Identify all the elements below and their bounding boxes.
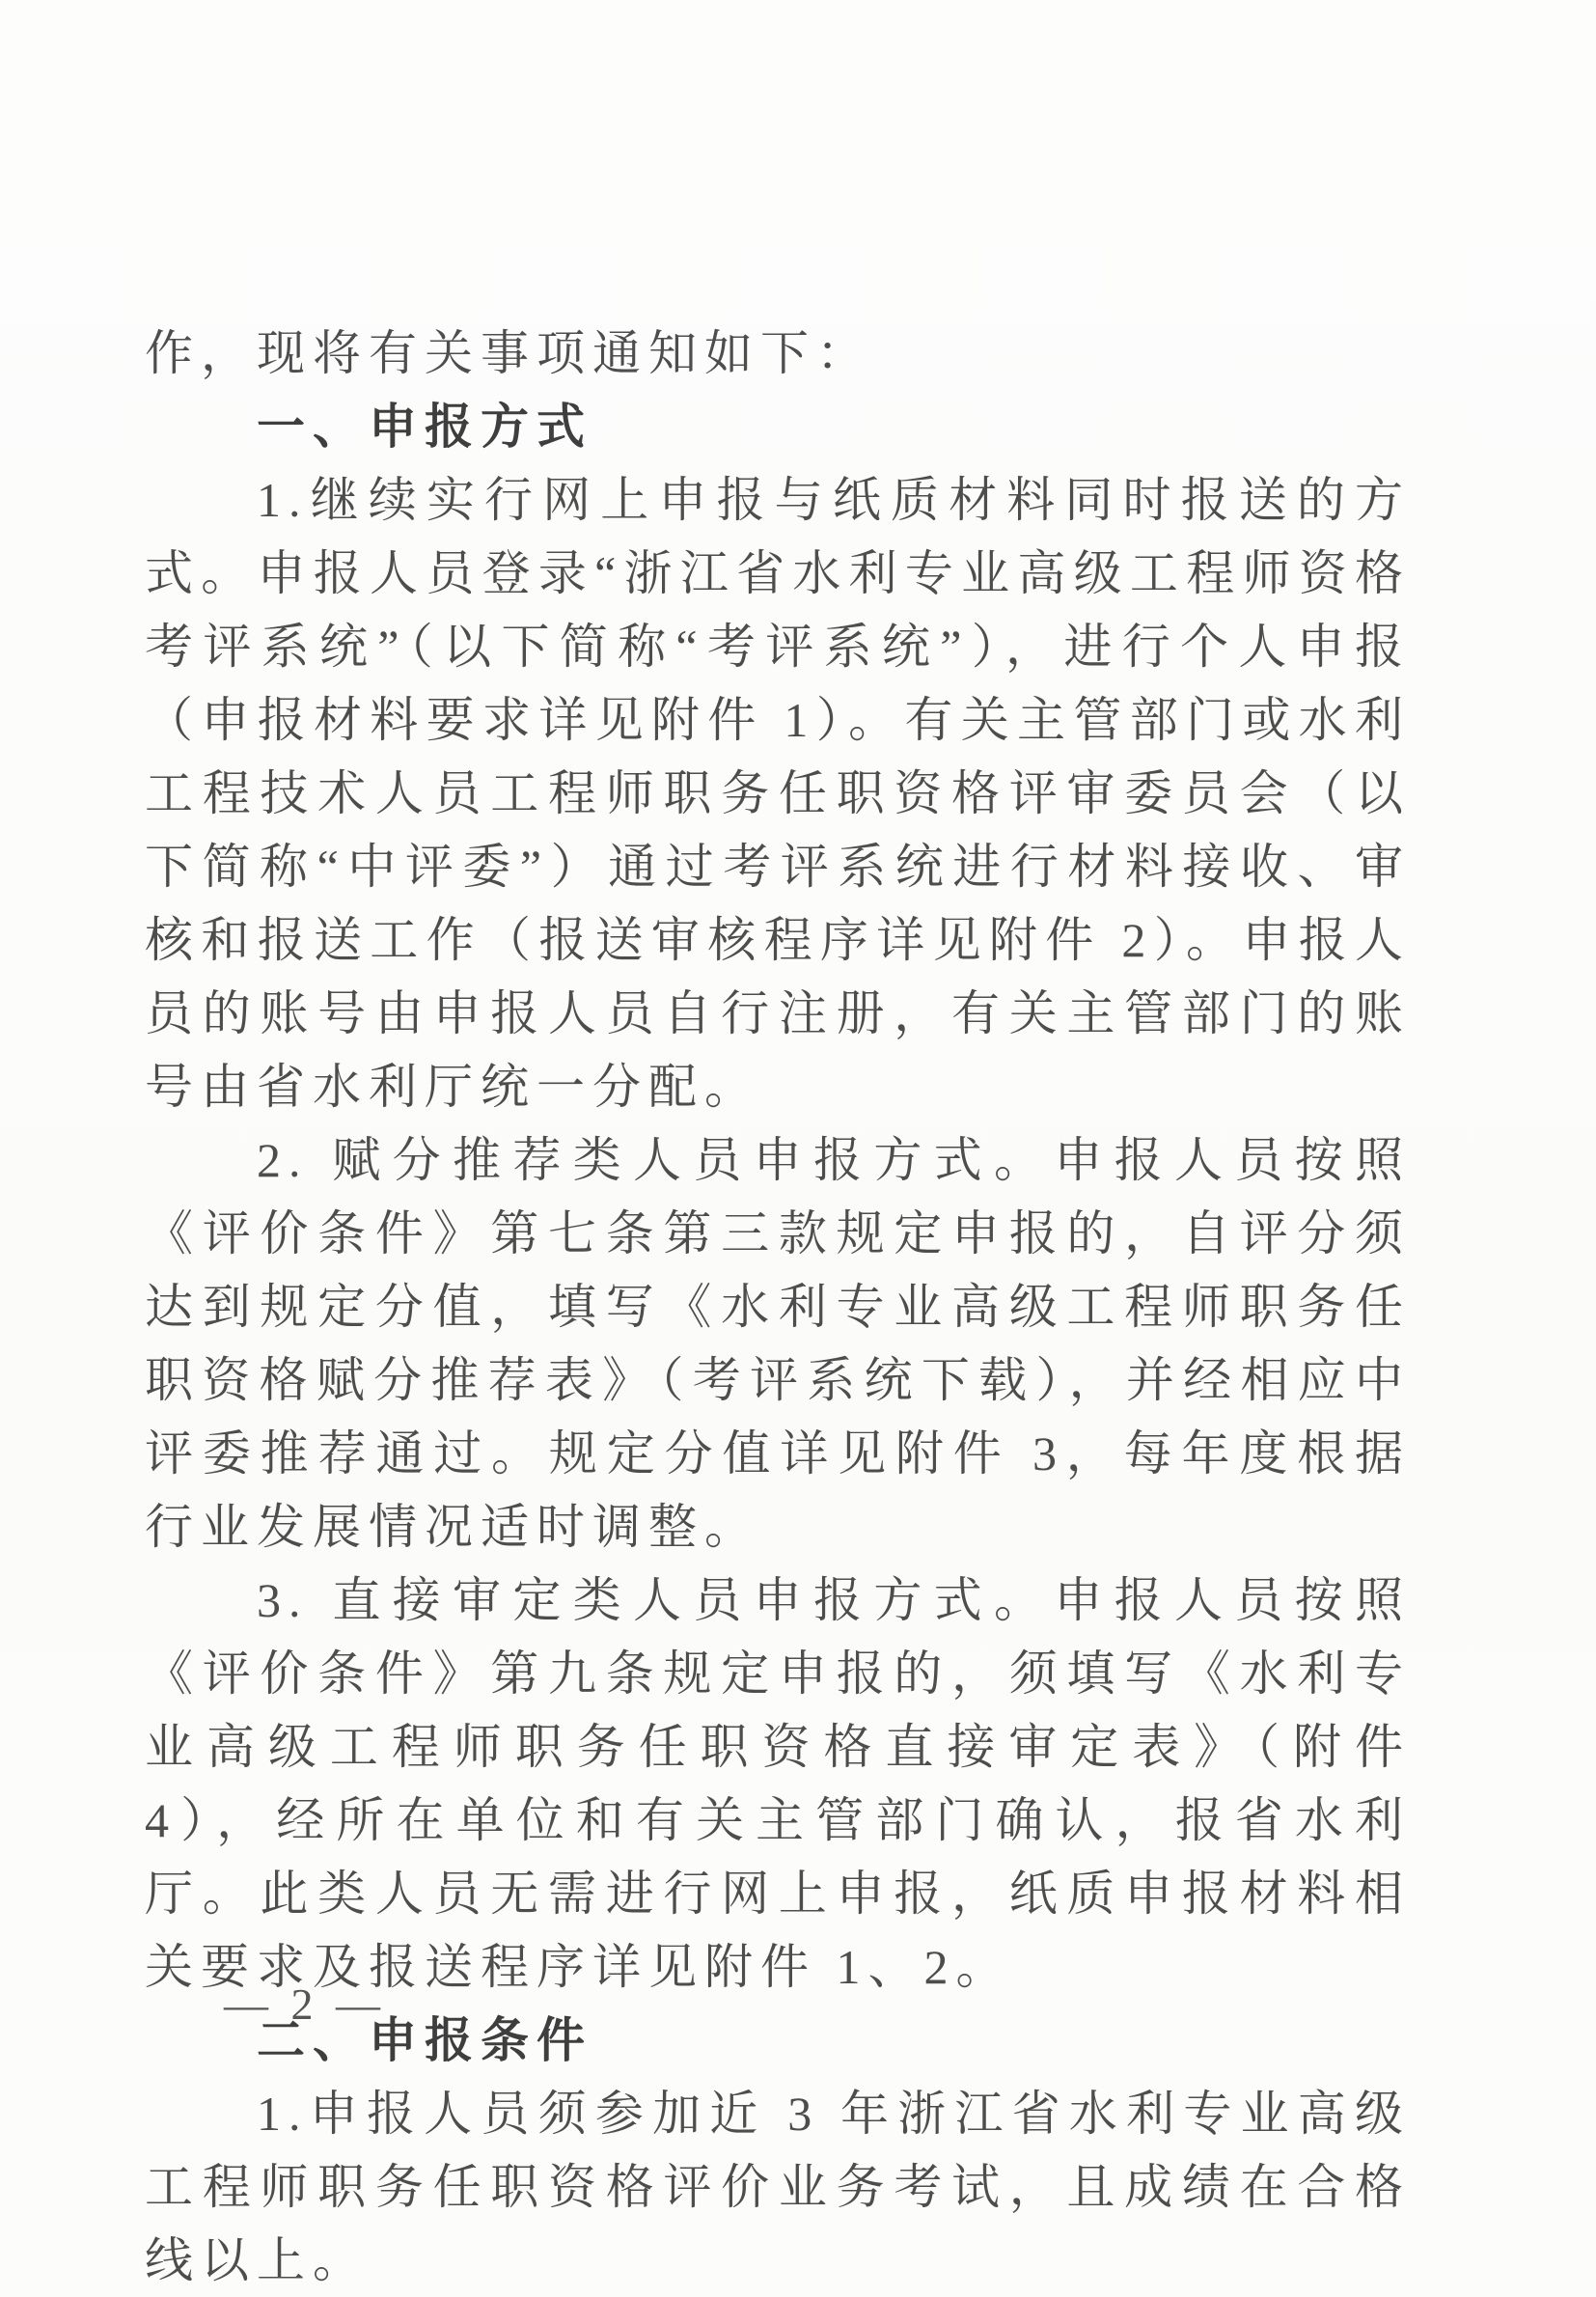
page-number: — 2 —	[224, 1979, 386, 2029]
paragraph-direct-determination: 3. 直接审定类人员申报方式。申报人员按照《评价条件》第九条规定申报的，须填写《水利专业高级工程师职务任职资格直接审定表》（附件 4），经所在单位和有关主管部门确认，报省水利厅。此类人员无需进行网上申报，纸质申报材料相关要求及报送程序详见附件 1、2。	[145, 1573, 1411, 1994]
paragraph-score-recommendation: 2. 赋分推荐类人员申报方式。申报人员按照《评价条件》第七条第三款规定申报的，自评分须达到规定分值，填写《水利专业高级工程师职务任职资格赋分推荐表》（考评系统下载），并经相应中评委推荐通过。规定分值详见附件 3，每年度根据行业发展情况适时调整。	[145, 1133, 1411, 1554]
paragraph-online-submission: 1.继续实行网上申报与纸质材料同时报送的方式。申报人员登录“浙江省水利专业高级工程师资格考评系统”（以下简称“考评系统”），进行个人申报（申报材料要求详见附件 1）。有关主管部门或水利工程技术人员工程师职务任职资格评审委员会（以下简称“中评委”）通过考评系统进行材料接收、审核和报送工作（报送审核程序详见附件 2）。申报人员的账号由申报人员自行注册，有关主管部门的账号由省水利厅统一分配。	[145, 473, 1411, 1114]
section-1-heading: 一、申报方式	[257, 400, 592, 454]
intro-continuation-line: 作，现将有关事项通知如下：	[145, 326, 872, 380]
section-2-heading: 二、申报条件	[257, 2013, 592, 2067]
paragraph-exam-requirement: 1.申报人员须参加近 3 年浙江省水利专业高级工程师职务任职资格评价业务考试，且成绩在合格线以上。	[145, 2087, 1411, 2287]
